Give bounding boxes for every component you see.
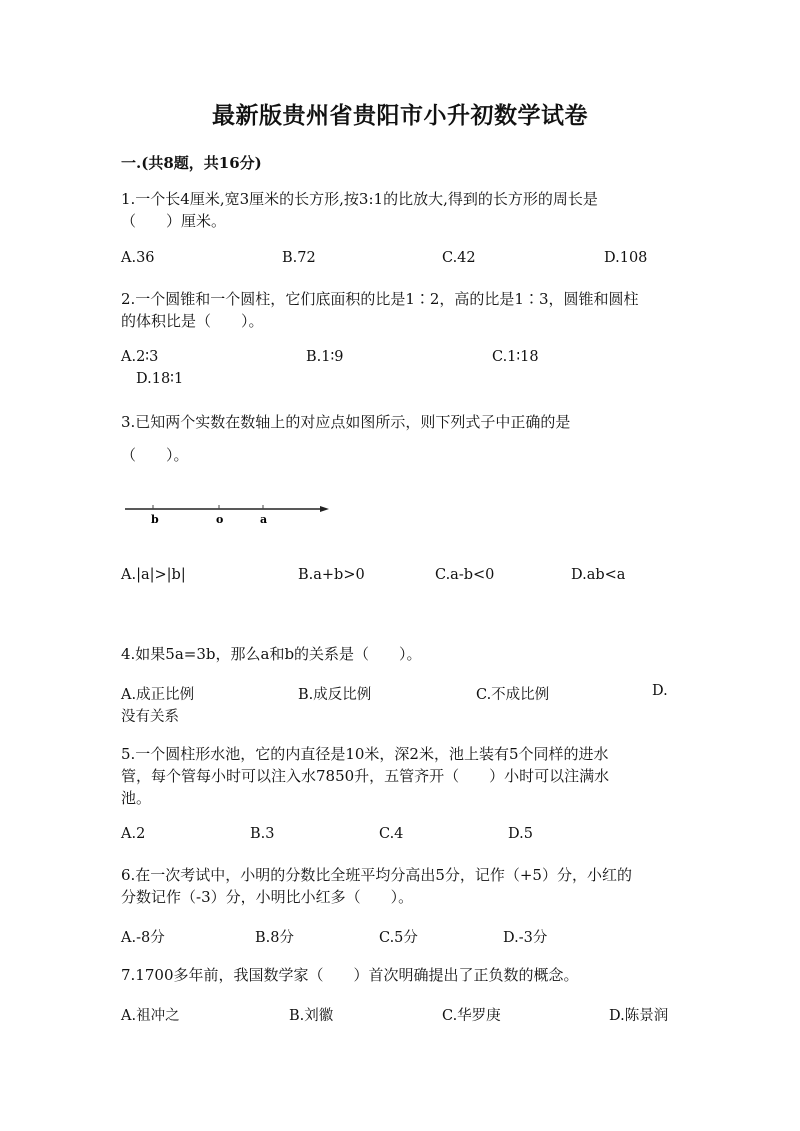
q2-option-b: B.1∶9 xyxy=(306,349,344,365)
q3-option-b: B.a+b>0 xyxy=(298,567,365,583)
q4-option-d: D. xyxy=(652,683,668,699)
q6-option-c: C.5分 xyxy=(379,930,418,946)
q2-option-c: C.1∶18 xyxy=(492,349,539,365)
question-3-line-2: （ ）。 xyxy=(121,446,189,464)
q6-option-b: B.8分 xyxy=(255,930,294,946)
q5-option-d: D.5 xyxy=(508,826,533,842)
q7-option-c: C.华罗庚 xyxy=(442,1008,501,1024)
number-line-figure xyxy=(121,498,336,530)
question-5-line-3: 池。 xyxy=(121,789,152,807)
q7-option-b: B.刘徽 xyxy=(289,1008,334,1024)
q3-option-d: D.ab<a xyxy=(571,567,626,583)
question-7-line-1: 7.1700多年前，我国数学家（ ）首次明确提出了正负数的概念。 xyxy=(121,966,579,984)
q1-option-d: D.108 xyxy=(604,250,648,266)
q4-option-d-continued: 没有关系 xyxy=(121,709,179,725)
q6-option-a: A.-8分 xyxy=(121,930,165,946)
q4-option-c: C.不成比例 xyxy=(476,687,550,703)
question-1-line-1: 1.一个长4厘米,宽3厘米的长方形,按3:1的比放大,得到的长方形的周长是 xyxy=(121,190,598,208)
q7-option-d: D.陈景润 xyxy=(609,1008,669,1024)
question-3-line-1: 3.已知两个实数在数轴上的对应点如图所示，则下列式子中正确的是 xyxy=(121,413,571,431)
axis-label-o: o xyxy=(216,513,224,526)
q5-option-c: C.4 xyxy=(379,826,404,842)
question-4-line-1: 4.如果5a=3b，那么a和b的关系是（ ）。 xyxy=(121,645,422,663)
question-5-line-2: 管，每个管每小时可以注入水7850升，五管齐开（ ）小时可以注满水 xyxy=(121,767,610,785)
q2-option-d: D.18∶1 xyxy=(136,371,184,387)
q1-option-a: A.36 xyxy=(121,250,155,266)
q4-option-b: B.成反比例 xyxy=(298,687,372,703)
section-heading: 一.(共8题，共16分) xyxy=(121,154,262,172)
q6-option-d: D.-3分 xyxy=(503,930,548,946)
question-2-line-1: 2.一个圆锥和一个圆柱，它们底面积的比是1∶2，高的比是1∶3，圆锥和圆柱 xyxy=(121,290,639,308)
q5-option-b: B.3 xyxy=(250,826,275,842)
q3-option-a: A.|a|>|b| xyxy=(121,567,186,583)
q1-option-b: B.72 xyxy=(282,250,316,266)
question-1-line-2: （ ）厘米。 xyxy=(121,212,227,230)
axis-label-b: b xyxy=(151,513,159,526)
q5-option-a: A.2 xyxy=(121,826,146,842)
q4-option-a: A.成正比例 xyxy=(121,687,195,703)
question-6-line-1: 6.在一次考试中，小明的分数比全班平均分高出5分，记作（+5）分，小红的 xyxy=(121,866,632,884)
q2-option-a: A.2∶3 xyxy=(121,349,159,365)
question-6-line-2: 分数记作（-3）分，小明比小红多（ ）。 xyxy=(121,888,414,906)
question-5-line-1: 5.一个圆柱形水池，它的内直径是10米，深2米，池上装有5个同样的进水 xyxy=(121,745,609,763)
number-line-arrow xyxy=(320,506,329,512)
page-title: 最新版贵州省贵阳市小升初数学试卷 xyxy=(212,102,588,129)
question-2-line-2: 的体积比是（ ）。 xyxy=(121,312,264,330)
q3-option-c: C.a-b<0 xyxy=(435,567,495,583)
axis-label-a: a xyxy=(260,513,268,526)
q7-option-a: A.祖冲之 xyxy=(121,1008,180,1024)
q1-option-c: C.42 xyxy=(442,250,476,266)
